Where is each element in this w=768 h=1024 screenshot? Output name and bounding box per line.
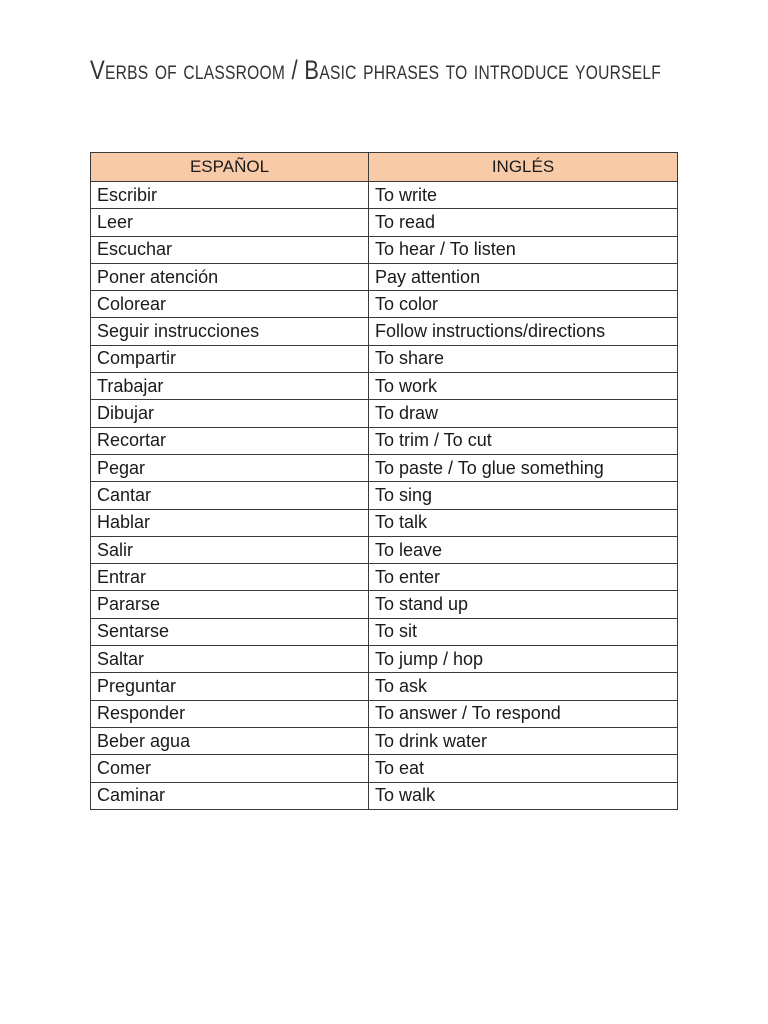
english-term: To work [369,373,678,400]
english-term: To read [369,209,678,236]
table-row [91,345,678,372]
header-english: INGLÉS [369,153,678,182]
table-row [91,482,678,509]
spanish-term: Salir [91,536,369,563]
table-row [91,236,678,263]
spanish-term: Trabajar [91,373,369,400]
english-term: To stand up [369,591,678,618]
english-term: To sit [369,618,678,645]
table-row [91,182,678,209]
spanish-term: Recortar [91,427,369,454]
table-row [91,400,678,427]
spanish-term: Hablar [91,509,369,536]
spanish-term: Escribir [91,182,369,209]
header-spanish: ESPAÑOL [91,153,369,182]
page-title: Verbs of classroom / Basic phrases to introduce yourself [90,55,662,85]
spanish-term: Beber agua [91,727,369,754]
table-row [91,536,678,563]
english-term: To share [369,345,678,372]
spanish-term: Pegar [91,454,369,481]
english-term: To leave [369,536,678,563]
table-row [91,454,678,481]
spanish-term: Preguntar [91,673,369,700]
table-row [91,727,678,754]
english-term: To color [369,291,678,318]
table-row [91,755,678,782]
english-term: To talk [369,509,678,536]
english-term: To sing [369,482,678,509]
table-row [91,646,678,673]
english-term: To enter [369,564,678,591]
english-term: To trim / To cut [369,427,678,454]
english-term: Pay attention [369,263,678,290]
spanish-term: Seguir instrucciones [91,318,369,345]
table-row [91,564,678,591]
spanish-term: Entrar [91,564,369,591]
table-row [91,700,678,727]
spanish-term: Saltar [91,646,369,673]
spanish-term: Colorear [91,291,369,318]
spanish-term: Leer [91,209,369,236]
english-term: To ask [369,673,678,700]
table-row [91,291,678,318]
spanish-term: Caminar [91,782,369,809]
table-row [91,509,678,536]
english-term: To walk [369,782,678,809]
table-row [91,427,678,454]
table-row [91,618,678,645]
spanish-term: Dibujar [91,400,369,427]
english-term: To eat [369,755,678,782]
english-term: To write [369,182,678,209]
table-row [91,318,678,345]
table-row [91,591,678,618]
english-term: To jump / hop [369,646,678,673]
vocabulary-table [90,152,678,810]
table-row [91,782,678,809]
spanish-term: Pararse [91,591,369,618]
table-row [91,373,678,400]
table-row [91,673,678,700]
spanish-term: Comer [91,755,369,782]
table-body [91,182,678,810]
spanish-term: Responder [91,700,369,727]
table-row [91,209,678,236]
english-term: To hear / To listen [369,236,678,263]
spanish-term: Compartir [91,345,369,372]
spanish-term: Poner atención [91,263,369,290]
spanish-term: Cantar [91,482,369,509]
spanish-term: Sentarse [91,618,369,645]
english-term: Follow instructions/directions [369,318,678,345]
english-term: To draw [369,400,678,427]
english-term: To drink water [369,727,678,754]
spanish-term: Escuchar [91,236,369,263]
table-header-row [91,153,678,182]
english-term: To paste / To glue something [369,454,678,481]
table-row [91,263,678,290]
english-term: To answer / To respond [369,700,678,727]
